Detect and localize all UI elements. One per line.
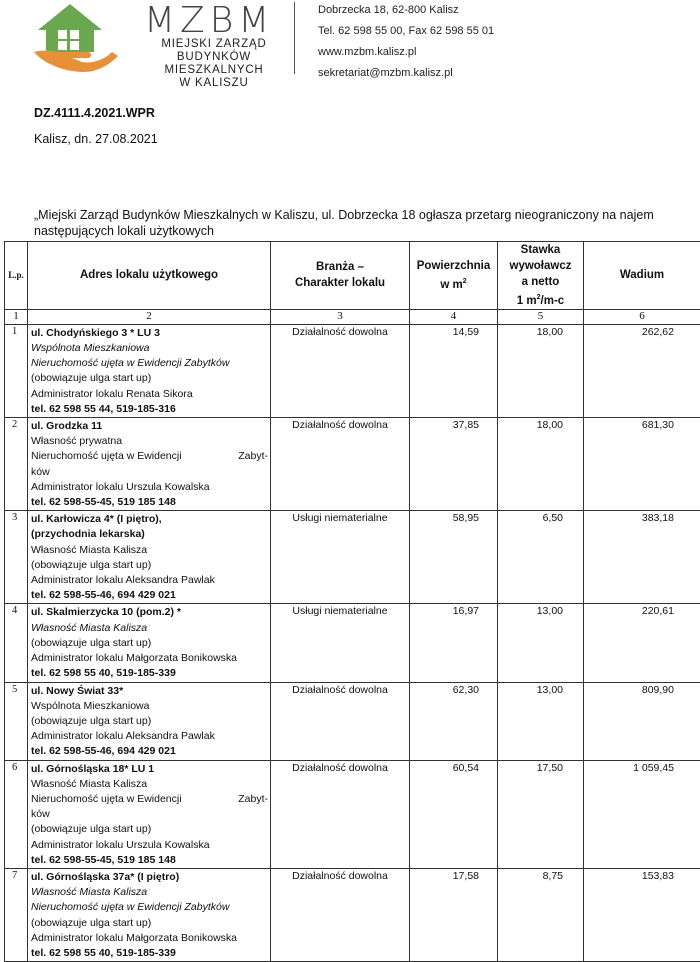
address-cell	[28, 682, 271, 760]
area-cell: 58,95	[410, 511, 498, 604]
address-line: Administrator lokalu Małgorzata Bonikowska	[31, 931, 268, 946]
address-line: tel. 62 598-55-45, 519 185 148	[31, 853, 268, 868]
announcement-intro: „Miejski Zarząd Budynków Mieszkalnych w Kaliszu, ul. Dobrzecka 18 ogłasza przetarg nieograniczony na najem następujących lokali użytkowych	[34, 207, 674, 239]
header-wadium: Wadium	[584, 242, 700, 310]
document-number: DZ.4111.4.2021.WPR	[34, 106, 155, 120]
address-line: tel. 62 598-55-46, 694 429 021	[31, 588, 268, 603]
wadium-cell: 262,62	[584, 324, 700, 417]
contact-email[interactable]: sekretariat@mzbm.kalisz.pl	[318, 63, 494, 84]
branza-cell: Działalność dowolna	[271, 760, 410, 868]
address-line: ków	[31, 807, 268, 822]
header-address: Adres lokalu użytkowego	[28, 242, 271, 310]
address-line: Wspólnota Mieszkaniowa	[31, 341, 268, 356]
superscript: 2	[537, 294, 541, 301]
address-line: (obowiązuje ulga start up)	[31, 822, 268, 837]
table-row	[5, 511, 700, 604]
address-cell	[28, 324, 271, 417]
logo-subtitle-line: MIEJSKI ZARZĄD	[134, 38, 294, 51]
branza-cell: Działalność dowolna	[271, 682, 410, 760]
row-number: 3	[5, 511, 28, 604]
header-area	[410, 242, 498, 310]
address-line: Własność Miasta Kalisza	[31, 777, 268, 792]
address-line: ul. Karłowicza 4* (I piętro),	[31, 512, 268, 527]
address-line: ków	[31, 465, 268, 480]
branza-cell: Działalność dowolna	[271, 868, 410, 961]
header-rate-line: a netto	[498, 274, 583, 290]
row-number: 4	[5, 604, 28, 682]
address-line: (obowiązuje ulga start up)	[31, 714, 268, 729]
address-line: (obowiązuje ulga start up)	[31, 636, 268, 651]
rate-unit-text: 1 m	[517, 295, 537, 307]
table-row	[5, 418, 700, 511]
address-line: tel. 62 598 55 40, 519-185-339	[31, 666, 268, 681]
contact-info	[318, 0, 494, 84]
row-number: 1	[5, 324, 28, 417]
row-number: 7	[5, 868, 28, 961]
table-header-row	[5, 242, 700, 310]
branza-cell: Działalność dowolna	[271, 324, 410, 417]
address-line: (przychodnia lekarska)	[31, 527, 268, 542]
letterhead	[0, 0, 700, 92]
header-area-line: Powierzchnia	[410, 258, 497, 274]
address-line	[31, 792, 268, 807]
header-rate	[498, 242, 584, 310]
premises-table	[4, 241, 700, 962]
address-line: ul. Nowy Świat 33*	[31, 684, 268, 699]
address-line: Administrator lokalu Małgorzata Bonikowska	[31, 651, 268, 666]
contact-address: Dobrzecka 18, 62-800 Kalisz	[318, 0, 494, 21]
address-line: Własność Miasta Kalisza	[31, 621, 268, 636]
table-body	[5, 324, 700, 961]
address-line-part: Nieruchomość ujęta w Ewidencji	[31, 449, 182, 464]
address-line: Nieruchomość ujęta w Ewidencji Zabytków	[31, 356, 268, 371]
header-branza	[271, 242, 410, 310]
column-number: 6	[584, 309, 700, 324]
address-line: tel. 62 598 55 40, 519-185-339	[31, 946, 268, 961]
address-line: ul. Grodzka 11	[31, 419, 268, 434]
rate-cell: 6,50	[498, 511, 584, 604]
header-branza-line: Branża –	[271, 259, 409, 275]
contact-website[interactable]: www.mzbm.kalisz.pl	[318, 42, 494, 63]
superscript: 2	[463, 278, 467, 285]
address-line-part: Zabyt-	[238, 792, 268, 807]
rate-cell: 17,50	[498, 760, 584, 868]
wadium-cell: 220,61	[584, 604, 700, 682]
logo-subtitle-line: BUDYNKÓW MIESZKALNYCH	[134, 51, 294, 77]
wadium-cell: 383,18	[584, 511, 700, 604]
address-cell	[28, 760, 271, 868]
address-line: Administrator lokalu Renata Sikora	[31, 387, 268, 402]
area-cell: 16,97	[410, 604, 498, 682]
address-line: Własność Miasta Kalisza	[31, 543, 268, 558]
logo-title: MZBM	[144, 0, 274, 41]
column-number-row	[5, 309, 700, 324]
column-number: 2	[28, 309, 271, 324]
table-row	[5, 604, 700, 682]
header-divider	[294, 2, 295, 74]
table-row	[5, 324, 700, 417]
house-hands-logo-icon	[32, 0, 124, 80]
address-line: Własność prywatna	[31, 434, 268, 449]
contact-phone: Tel. 62 598 55 00, Fax 62 598 55 01	[318, 21, 494, 42]
area-cell: 17,58	[410, 868, 498, 961]
row-number: 2	[5, 418, 28, 511]
address-cell	[28, 604, 271, 682]
table-row	[5, 868, 700, 961]
address-line: Administrator lokalu Urszula Kowalska	[31, 480, 268, 495]
address-line-part: Nieruchomość ujęta w Ewidencji	[31, 792, 182, 807]
address-line: Administrator lokalu Aleksandra Pawlak	[31, 573, 268, 588]
address-line-part: Zabyt-	[238, 449, 268, 464]
address-line: ul. Chodyńskiego 3 * LU 3	[31, 326, 268, 341]
column-number: 4	[410, 309, 498, 324]
wadium-cell: 153,83	[584, 868, 700, 961]
branza-cell: Usługi niematerialne	[271, 604, 410, 682]
address-line: Własność Miasta Kalisza	[31, 885, 268, 900]
area-cell: 14,59	[410, 324, 498, 417]
wadium-cell: 1 059,45	[584, 760, 700, 868]
address-line	[31, 449, 268, 464]
area-unit-text: w m	[440, 279, 462, 291]
address-cell	[28, 418, 271, 511]
address-line: tel. 62 598 55 44, 519-185-316	[31, 402, 268, 417]
column-number: 1	[5, 309, 28, 324]
table-row	[5, 682, 700, 760]
row-number: 5	[5, 682, 28, 760]
rate-cell: 13,00	[498, 604, 584, 682]
header-lp: L.p.	[5, 242, 28, 310]
table-row	[5, 760, 700, 868]
address-line: Nieruchomość ujęta w Ewidencji Zabytków	[31, 900, 268, 915]
logo-subtitle	[134, 38, 294, 90]
row-number: 6	[5, 760, 28, 868]
address-line: tel. 62 598-55-45, 519 185 148	[31, 495, 268, 510]
rate-cell: 8,75	[498, 868, 584, 961]
address-line: (obowiązuje ulga start up)	[31, 916, 268, 931]
address-line: ul. Skalmierzycka 10 (pom.2) *	[31, 605, 268, 620]
address-line: (obowiązuje ulga start up)	[31, 558, 268, 573]
address-line: (obowiązuje ulga start up)	[31, 371, 268, 386]
branza-cell: Usługi niematerialne	[271, 511, 410, 604]
address-cell	[28, 868, 271, 961]
address-line: ul. Górnośląska 18* LU 1	[31, 762, 268, 777]
header-rate-line: Stawka	[498, 242, 583, 258]
column-number: 5	[498, 309, 584, 324]
rate-cell: 13,00	[498, 682, 584, 760]
wadium-cell: 809,90	[584, 682, 700, 760]
address-line: Wspólnota Mieszkaniowa	[31, 699, 268, 714]
header-rate-unit	[498, 290, 583, 309]
area-cell: 60,54	[410, 760, 498, 868]
logo-subtitle-line: W KALISZU	[134, 77, 294, 90]
wadium-cell: 681,30	[584, 418, 700, 511]
address-line: Administrator lokalu Aleksandra Pawlak	[31, 729, 268, 744]
rate-cell: 18,00	[498, 324, 584, 417]
mzbm-logo	[32, 0, 302, 92]
address-line: ul. Górnośląska 37a* (I piętro)	[31, 870, 268, 885]
address-line: tel. 62 598-55-46, 694 429 021	[31, 744, 268, 759]
rate-unit-suffix: /m-c	[541, 295, 565, 307]
area-cell: 37,85	[410, 418, 498, 511]
header-charakter-line: Charakter lokalu	[271, 275, 409, 291]
address-cell	[28, 511, 271, 604]
header-area-unit	[410, 274, 497, 293]
address-line: Administrator lokalu Urszula Kowalska	[31, 838, 268, 853]
branza-cell: Działalność dowolna	[271, 418, 410, 511]
document-date: Kalisz, dn. 27.08.2021	[34, 132, 158, 146]
area-cell: 62,30	[410, 682, 498, 760]
column-number: 3	[271, 309, 410, 324]
header-rate-line: wywoławcz	[498, 258, 583, 274]
rate-cell: 18,00	[498, 418, 584, 511]
